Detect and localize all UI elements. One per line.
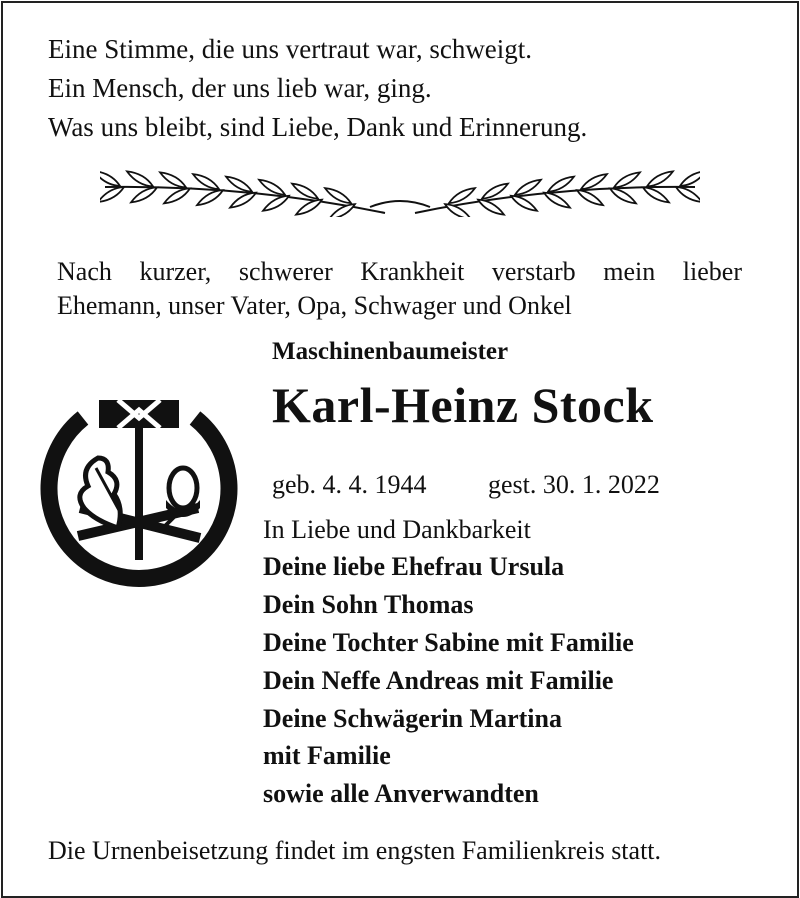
burial-note: Die Urnenbeisetzung findet im engsten Familienkreis statt. — [48, 836, 662, 865]
birth-date: geb. 4. 4. 1944 — [272, 470, 427, 499]
intro-line-1: Nach kurzer, schwerer Krankheit verstarb mein lieber — [57, 257, 742, 286]
deceased-name: Karl-Heinz Stock — [272, 377, 654, 433]
leaf — [100, 168, 122, 189]
mourner-line: Dein Neffe Andreas mit Familie — [263, 666, 614, 695]
intro-line-2: Ehemann, unser Vater, Opa, Schwager und Onkel — [57, 291, 572, 320]
poem-line-1: Eine Stimme, die uns vertraut war, schweigt. — [48, 34, 533, 64]
olive-branch-ornament — [100, 155, 700, 217]
mourner-line: mit Familie — [263, 741, 391, 770]
mourners-intro: In Liebe und Dankbarkeit — [263, 515, 531, 544]
profession: Maschinenbaumeister — [272, 338, 509, 365]
death-date: gest. 30. 1. 2022 — [488, 470, 660, 499]
mourner-line: Deine Tochter Sabine mit Familie — [263, 628, 634, 657]
mourner-line: Deine liebe Ehefrau Ursula — [263, 552, 565, 581]
poem-line-2: Ein Mensch, der uns lieb war, ging. — [48, 73, 432, 103]
mourner-line: Deine Schwägerin Martina — [263, 704, 562, 733]
leaf — [678, 168, 700, 189]
mourner-line: sowie alle Anverwandten — [263, 779, 539, 808]
poem-line-3: Was uns bleibt, sind Liebe, Dank und Erinnerung. — [48, 112, 588, 142]
miners-emblem — [38, 388, 240, 594]
mourner-line: Dein Sohn Thomas — [263, 590, 474, 619]
